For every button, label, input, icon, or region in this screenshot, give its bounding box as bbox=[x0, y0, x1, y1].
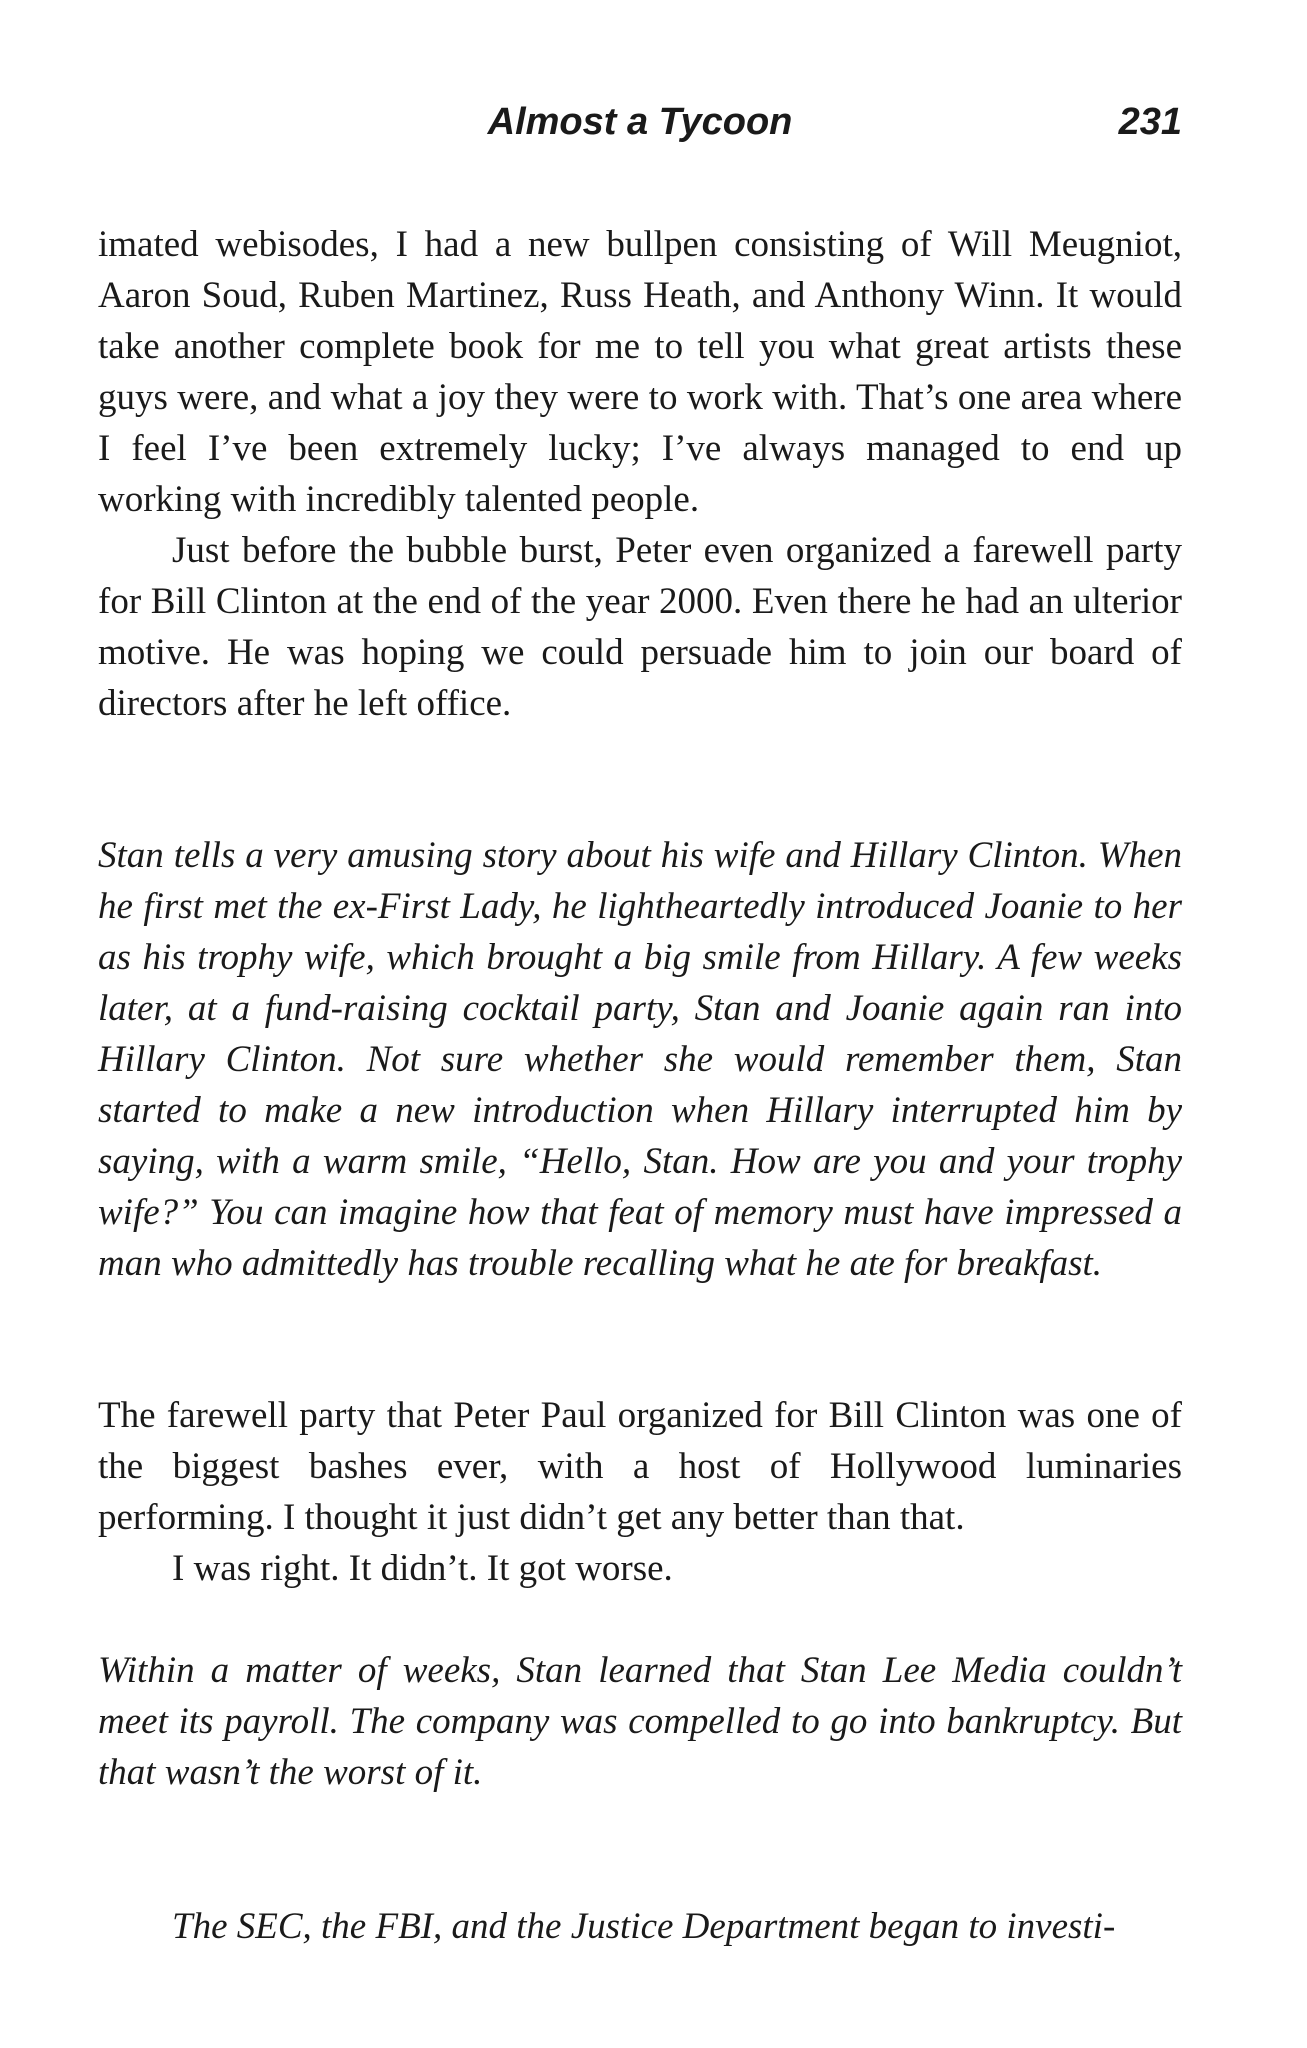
running-title: Almost a Tycoon bbox=[487, 101, 793, 143]
running-head bbox=[98, 98, 1182, 146]
paragraph-webisodes-bullpen: imated webisodes, I had a new bullpen consisting of Will Meugniot, Aaron Soud, Ruben Martinez, Russ Heath, and Anthony Winn. It would take another complete book for me to tell you what great artists these guys were, and what a joy they were to work with. That’s one area where I feel I’ve been extremely lucky; I’ve always managed to end up working with incredibly talented people. bbox=[98, 224, 1182, 520]
page-number: 231 bbox=[1118, 101, 1182, 143]
paragraph-farewell-party-bash: The farewell party that Peter Paul organized for Bill Clinton was one of the biggest bashes ever, with a host of Hollywood luminaries performing. I thought it just didn’t get any better than that. bbox=[98, 1395, 1182, 1538]
book-page bbox=[98, 0, 1182, 2048]
paragraph-got-worse: I was right. It didn’t. It got worse. bbox=[172, 1548, 673, 1589]
paragraph-trophy-wife-story: Stan tells a very amusing story about his wife and Hillary Clinton. When he first met the ex-First Lady, he lightheartedly introduced Joanie to her as his trophy wife, which brought a big smile from Hillary. A few weeks later, at a fund-raising cocktail party, Stan and Joanie again ran into Hillary Clinton. Not sure whether she would remember them, Stan started to make a new introduction when Hillary interrupted him by saying, with a warm smile, “Hello, Stan. How are you and your trophy wife?” You can imagine how that feat of memory must have impressed a man who admittedly has trouble recalling what he ate for breakfast. bbox=[98, 835, 1182, 1284]
paragraph-investigation: The SEC, the FBI, and the Justice Department began to investi- bbox=[172, 1906, 1116, 1947]
paragraph-bankruptcy: Within a matter of weeks, Stan learned that Stan Lee Media couldn’t meet its payroll. The company was compelled to go into bankruptcy. But that wasn’t the worst of it. bbox=[98, 1650, 1182, 1793]
paragraph-farewell-party-plan: Just before the bubble burst, Peter even organized a farewell party for Bill Clinton at the end of the year 2000. Even there he had an ulterior motive. He was hoping we could persuade him to join our board of directors after he left office. bbox=[98, 530, 1182, 724]
